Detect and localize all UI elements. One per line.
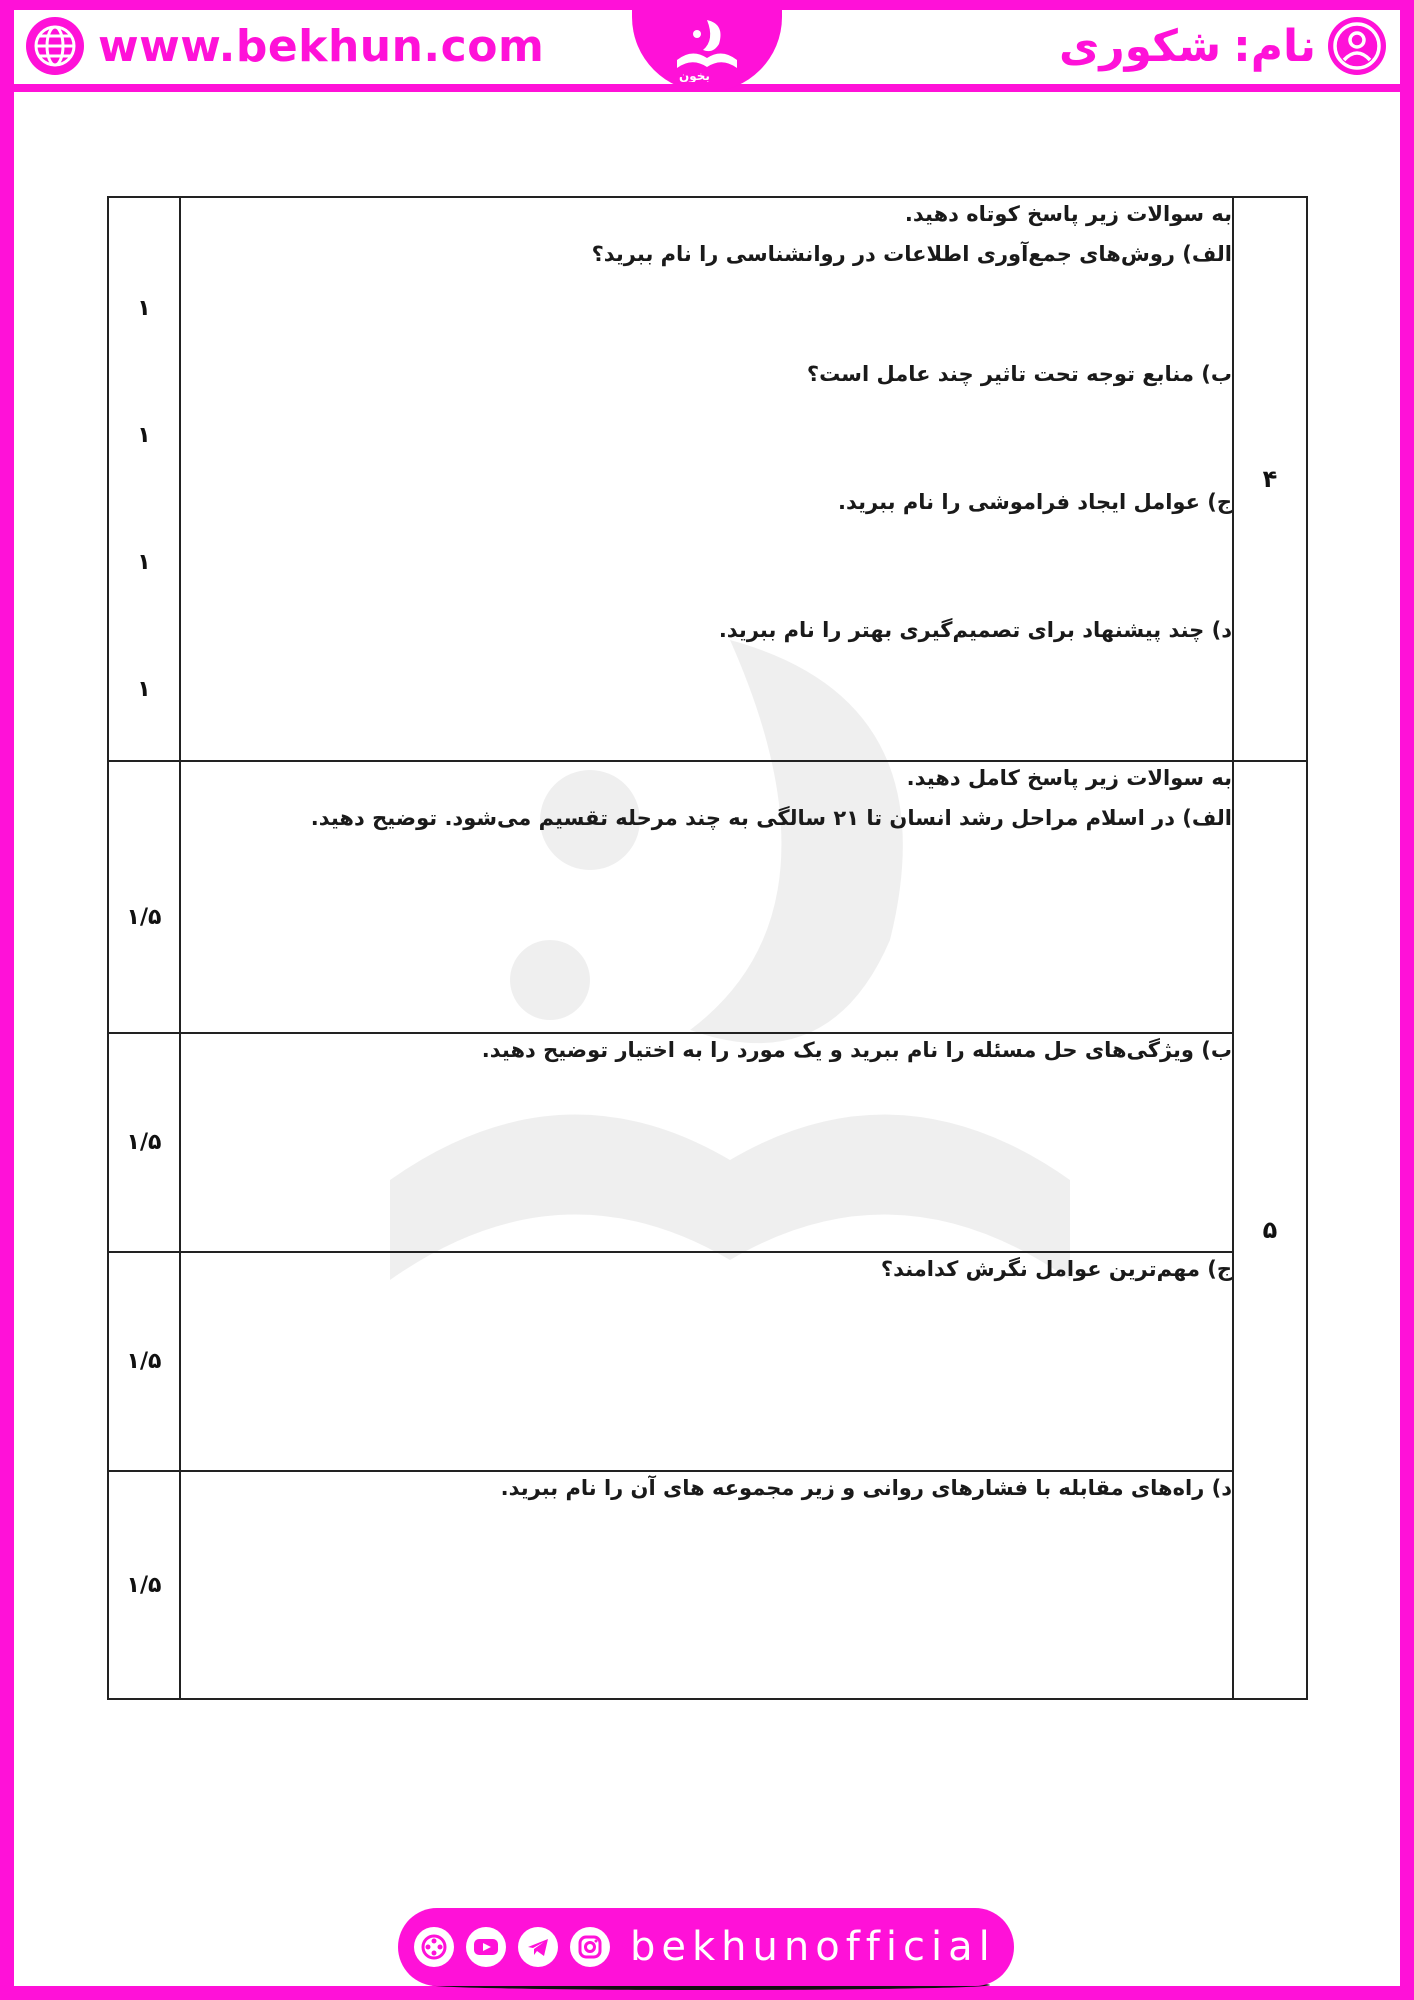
name-label: نام: — [1233, 20, 1316, 72]
exam-table — [107, 196, 1308, 1700]
question-4-row — [108, 197, 1307, 761]
score-value: ۱/۵ — [126, 904, 162, 930]
question-5b-content — [180, 1033, 1233, 1252]
score-value: ۱/۵ — [126, 1130, 162, 1155]
question-part: ب) ویژگی‌های حل مسئله را نام ببرید و یک مورد را به اختیار توضیح دهید. — [481, 1038, 1232, 1062]
question-4-content — [180, 197, 1233, 761]
student-name — [1059, 14, 1386, 78]
aparat-icon[interactable] — [414, 1927, 454, 1967]
user-icon — [1328, 17, 1386, 75]
question-number: ۴ — [1233, 197, 1307, 761]
question-part: ج) عوامل ایجاد فراموشی را نام ببرید. — [838, 490, 1232, 514]
question-part: الف) روش‌های جمع‌آوری اطلاعات در روانشناسی را نام ببرید؟ — [591, 242, 1232, 266]
score-value: ۱ — [137, 296, 151, 321]
social-footer — [398, 1908, 1014, 1986]
score-cell — [108, 1033, 180, 1252]
youtube-icon[interactable] — [466, 1927, 506, 1967]
instagram-icon[interactable] — [570, 1927, 610, 1967]
question-intro: به سوالات زیر پاسخ کوتاه دهید. — [904, 202, 1232, 226]
question-5d-row — [108, 1471, 1307, 1699]
website-link[interactable] — [26, 14, 544, 78]
score-value: ۱ — [137, 423, 151, 448]
globe-icon — [26, 17, 84, 75]
score-value: ۱ — [137, 550, 151, 575]
question-part: الف) در اسلام مراحل رشد انسان تا ۲۱ سالگی به چند مرحله تقسیم می‌شود. توضیح دهید. — [310, 806, 1232, 830]
question-part: ب) منابع توجه تحت تاثیر چند عامل است؟ — [806, 362, 1232, 386]
question-intro: به سوالات زیر پاسخ کامل دهید. — [906, 766, 1232, 790]
website-text: www.bekhun.com — [98, 20, 545, 72]
score-value: ۱/۵ — [126, 1572, 162, 1598]
score-column — [108, 197, 180, 761]
question-5c-content — [180, 1252, 1233, 1471]
question-5a-row — [108, 761, 1307, 1033]
score-cell — [108, 1252, 180, 1471]
question-5a-content — [180, 761, 1233, 1033]
score-value: ۱ — [137, 677, 151, 702]
question-part: د) چند پیشنهاد برای تصمیم‌گیری بهتر را نام ببرید. — [718, 618, 1232, 642]
question-number: ۵ — [1233, 761, 1307, 1699]
question-5c-row — [108, 1252, 1307, 1471]
social-handle[interactable]: bekhunofficial — [630, 1924, 996, 1970]
score-cell — [108, 1471, 180, 1699]
score-cell — [108, 761, 180, 1033]
score-value: ۱/۵ — [126, 1349, 162, 1374]
question-part: د) راه‌های مقابله با فشارهای روانی و زیر مجموعه های آن را نام ببرید. — [500, 1476, 1232, 1500]
question-5b-row — [108, 1033, 1307, 1252]
book-logo-icon — [667, 10, 747, 82]
question-5d-content — [180, 1471, 1233, 1699]
name-value: شکوری — [1059, 20, 1222, 72]
telegram-icon[interactable] — [518, 1927, 558, 1967]
logo-text: بخون — [679, 69, 710, 82]
question-part: ج) مهم‌ترین عوامل نگرش کدامند؟ — [880, 1257, 1232, 1281]
